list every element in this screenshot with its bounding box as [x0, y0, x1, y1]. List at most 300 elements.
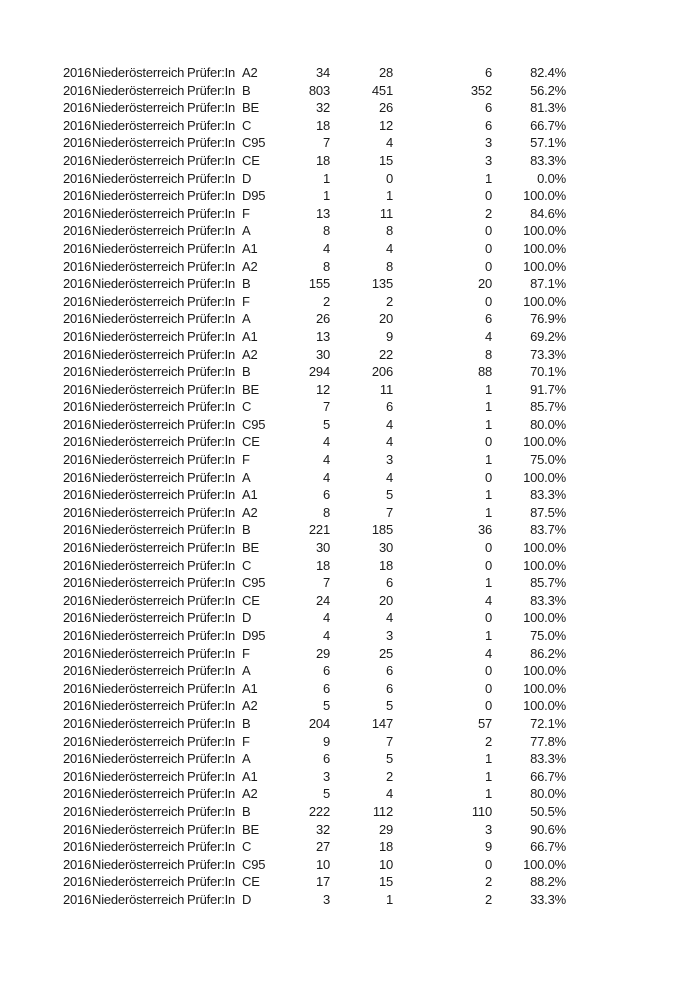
cell-count-failed: 1 — [484, 452, 492, 468]
cell-region: Niederösterreich — [92, 592, 185, 608]
cell-count-failed: 0 — [484, 610, 492, 626]
cell-examiner: Prüfer:In — [187, 381, 236, 397]
cell-pass-percentage: 83.3% — [530, 152, 566, 168]
cell-pass-percentage: 80.0% — [530, 786, 566, 802]
cell-count-passed: 18 — [378, 839, 393, 855]
cell-count-passed: 4 — [385, 786, 393, 802]
cell-count-failed: 110 — [471, 803, 492, 819]
table-row — [63, 205, 566, 223]
cell-count-passed: 2 — [385, 293, 393, 309]
cell-licence-category: B — [242, 803, 251, 819]
cell-year: 2016 — [63, 575, 92, 591]
table-row — [63, 557, 566, 575]
cell-year: 2016 — [63, 856, 92, 872]
cell-count-total: 3 — [322, 891, 330, 907]
cell-count-failed: 0 — [484, 293, 492, 309]
cell-count-failed: 0 — [484, 680, 492, 696]
cell-examiner: Prüfer:In — [187, 65, 236, 80]
cell-count-failed: 4 — [484, 592, 492, 608]
table-row — [63, 469, 566, 487]
cell-pass-percentage: 100.0% — [523, 223, 566, 239]
cell-region: Niederösterreich — [92, 786, 185, 802]
table-row — [63, 803, 566, 821]
table-row — [63, 609, 566, 627]
exam-results-table — [63, 64, 566, 909]
cell-pass-percentage: 75.0% — [530, 452, 566, 468]
cell-examiner: Prüfer:In — [187, 628, 236, 643]
cell-count-total: 26 — [315, 311, 330, 327]
cell-count-failed: 0 — [484, 258, 492, 274]
cell-examiner: Prüfer:In — [187, 856, 236, 872]
cell-examiner: Prüfer:In — [187, 663, 236, 679]
table-row — [63, 381, 566, 399]
cell-year: 2016 — [63, 680, 92, 696]
cell-examiner: Prüfer:In — [187, 276, 236, 292]
cell-year: 2016 — [63, 434, 92, 450]
table-row — [63, 891, 566, 909]
cell-examiner: Prüfer:In — [187, 487, 236, 503]
cell-region: Niederösterreich — [92, 751, 185, 767]
table-row — [63, 821, 566, 839]
cell-count-total: 30 — [315, 540, 330, 556]
cell-examiner: Prüfer:In — [187, 223, 236, 239]
cell-count-total: 204 — [308, 715, 330, 731]
cell-count-passed: 451 — [371, 82, 393, 98]
cell-pass-percentage: 57.1% — [530, 135, 566, 151]
cell-pass-percentage: 84.6% — [530, 205, 566, 221]
cell-count-total: 34 — [315, 65, 330, 80]
cell-licence-category: B — [242, 82, 251, 98]
cell-pass-percentage: 75.0% — [530, 628, 566, 643]
cell-licence-category: A1 — [242, 240, 258, 256]
cell-count-passed: 4 — [385, 416, 393, 432]
cell-count-total: 17 — [315, 874, 330, 890]
cell-region: Niederösterreich — [92, 328, 185, 344]
table-row — [63, 574, 566, 592]
cell-pass-percentage: 0.0% — [537, 170, 566, 186]
cell-count-total: 6 — [322, 663, 330, 679]
cell-licence-category: A2 — [242, 504, 258, 520]
cell-count-total: 27 — [315, 839, 330, 855]
cell-examiner: Prüfer:In — [187, 258, 236, 274]
cell-region: Niederösterreich — [92, 223, 185, 239]
cell-year: 2016 — [63, 592, 92, 608]
cell-examiner: Prüfer:In — [187, 117, 236, 133]
cell-count-total: 30 — [315, 346, 330, 362]
cell-licence-category: F — [242, 205, 250, 221]
cell-count-passed: 6 — [385, 663, 393, 679]
cell-count-passed: 29 — [378, 821, 393, 837]
cell-count-failed: 2 — [484, 874, 492, 890]
cell-count-total: 4 — [322, 610, 330, 626]
cell-licence-category: A2 — [242, 698, 258, 714]
cell-region: Niederösterreich — [92, 240, 185, 256]
cell-count-failed: 1 — [484, 751, 492, 767]
cell-count-passed: 5 — [385, 751, 393, 767]
table-row — [63, 486, 566, 504]
cell-region: Niederösterreich — [92, 469, 185, 485]
cell-examiner: Prüfer:In — [187, 452, 236, 468]
cell-examiner: Prüfer:In — [187, 135, 236, 151]
cell-licence-category: C — [242, 399, 252, 415]
cell-count-total: 4 — [322, 469, 330, 485]
cell-count-total: 155 — [308, 276, 330, 292]
cell-examiner: Prüfer:In — [187, 786, 236, 802]
cell-year: 2016 — [63, 698, 92, 714]
cell-examiner: Prüfer:In — [187, 522, 236, 538]
cell-count-passed: 3 — [385, 628, 393, 643]
cell-count-passed: 2 — [385, 768, 393, 784]
table-row — [63, 680, 566, 698]
cell-year: 2016 — [63, 223, 92, 239]
cell-year: 2016 — [63, 540, 92, 556]
cell-region: Niederösterreich — [92, 188, 185, 204]
cell-count-failed: 2 — [484, 205, 492, 221]
cell-examiner: Prüfer:In — [187, 293, 236, 309]
cell-region: Niederösterreich — [92, 311, 185, 327]
cell-licence-category: CE — [242, 434, 260, 450]
cell-licence-category: D95 — [242, 188, 266, 204]
cell-licence-category: A1 — [242, 487, 258, 503]
cell-examiner: Prüfer:In — [187, 610, 236, 626]
cell-count-passed: 8 — [385, 223, 393, 239]
cell-licence-category: A — [242, 663, 251, 679]
cell-pass-percentage: 56.2% — [530, 82, 566, 98]
cell-pass-percentage: 100.0% — [523, 698, 566, 714]
cell-pass-percentage: 81.3% — [530, 100, 566, 116]
cell-licence-category: CE — [242, 592, 260, 608]
cell-pass-percentage: 100.0% — [523, 680, 566, 696]
cell-count-passed: 10 — [378, 856, 393, 872]
cell-pass-percentage: 86.2% — [530, 645, 566, 661]
cell-count-total: 4 — [322, 240, 330, 256]
table-row — [63, 258, 566, 276]
table-row — [63, 222, 566, 240]
cell-licence-category: BE — [242, 821, 259, 837]
cell-count-total: 9 — [322, 733, 330, 749]
cell-year: 2016 — [63, 381, 92, 397]
cell-count-passed: 22 — [378, 346, 393, 362]
cell-year: 2016 — [63, 364, 92, 380]
cell-count-passed: 11 — [379, 205, 393, 221]
cell-pass-percentage: 100.0% — [523, 434, 566, 450]
cell-licence-category: C95 — [242, 575, 266, 591]
cell-count-total: 4 — [322, 452, 330, 468]
cell-pass-percentage: 66.7% — [530, 117, 566, 133]
cell-count-total: 18 — [315, 117, 330, 133]
cell-region: Niederösterreich — [92, 628, 185, 643]
cell-count-total: 24 — [315, 592, 330, 608]
cell-count-failed: 0 — [484, 188, 492, 204]
cell-licence-category: CE — [242, 874, 260, 890]
cell-region: Niederösterreich — [92, 821, 185, 837]
table-row — [63, 170, 566, 188]
table-row — [63, 521, 566, 539]
cell-pass-percentage: 100.0% — [523, 188, 566, 204]
cell-count-failed: 6 — [484, 100, 492, 116]
cell-region: Niederösterreich — [92, 346, 185, 362]
cell-count-total: 4 — [322, 434, 330, 450]
cell-count-passed: 185 — [371, 522, 393, 538]
cell-region: Niederösterreich — [92, 733, 185, 749]
cell-pass-percentage: 80.0% — [530, 416, 566, 432]
cell-count-failed: 3 — [484, 821, 492, 837]
cell-count-total: 13 — [315, 328, 330, 344]
cell-count-passed: 6 — [385, 680, 393, 696]
cell-year: 2016 — [63, 751, 92, 767]
table-row — [63, 134, 566, 152]
cell-examiner: Prüfer:In — [187, 874, 236, 890]
cell-pass-percentage: 85.7% — [530, 399, 566, 415]
cell-region: Niederösterreich — [92, 205, 185, 221]
cell-year: 2016 — [63, 839, 92, 855]
table-row — [63, 451, 566, 469]
cell-licence-category: BE — [242, 540, 259, 556]
cell-region: Niederösterreich — [92, 557, 185, 573]
cell-count-total: 294 — [308, 364, 330, 380]
cell-year: 2016 — [63, 733, 92, 749]
table-row — [63, 856, 566, 874]
cell-examiner: Prüfer:In — [187, 839, 236, 855]
cell-examiner: Prüfer:In — [187, 645, 236, 661]
cell-count-failed: 0 — [484, 698, 492, 714]
cell-count-passed: 4 — [385, 135, 393, 151]
cell-pass-percentage: 66.7% — [530, 839, 566, 855]
cell-year: 2016 — [63, 610, 92, 626]
cell-examiner: Prüfer:In — [187, 188, 236, 204]
cell-pass-percentage: 83.7% — [530, 522, 566, 538]
cell-count-total: 5 — [322, 698, 330, 714]
cell-count-failed: 6 — [484, 311, 492, 327]
cell-year: 2016 — [63, 135, 92, 151]
cell-count-total: 1 — [322, 188, 330, 204]
cell-count-total: 222 — [308, 803, 330, 819]
cell-examiner: Prüfer:In — [187, 803, 236, 819]
cell-region: Niederösterreich — [92, 891, 185, 907]
cell-region: Niederösterreich — [92, 839, 185, 855]
cell-count-passed: 5 — [385, 487, 393, 503]
cell-pass-percentage: 87.5% — [530, 504, 566, 520]
cell-licence-category: B — [242, 522, 251, 538]
cell-region: Niederösterreich — [92, 434, 185, 450]
table-body — [63, 64, 566, 909]
cell-count-passed: 135 — [371, 276, 393, 292]
cell-count-total: 8 — [322, 258, 330, 274]
cell-pass-percentage: 83.3% — [530, 592, 566, 608]
table-row — [63, 504, 566, 522]
cell-pass-percentage: 100.0% — [523, 856, 566, 872]
cell-count-failed: 20 — [477, 276, 492, 292]
cell-examiner: Prüfer:In — [187, 768, 236, 784]
cell-count-failed: 3 — [484, 135, 492, 151]
cell-count-total: 5 — [322, 786, 330, 802]
cell-count-total: 803 — [308, 82, 330, 98]
cell-region: Niederösterreich — [92, 698, 185, 714]
cell-region: Niederösterreich — [92, 487, 185, 503]
cell-licence-category: B — [242, 364, 251, 380]
cell-examiner: Prüfer:In — [187, 399, 236, 415]
cell-pass-percentage: 77.8% — [530, 733, 566, 749]
cell-year: 2016 — [63, 170, 92, 186]
cell-count-passed: 7 — [385, 504, 393, 520]
cell-count-passed: 3 — [385, 452, 393, 468]
cell-count-passed: 18 — [378, 557, 393, 573]
cell-year: 2016 — [63, 328, 92, 344]
cell-count-total: 6 — [322, 680, 330, 696]
cell-region: Niederösterreich — [92, 152, 185, 168]
cell-region: Niederösterreich — [92, 381, 185, 397]
table-row — [63, 398, 566, 416]
cell-pass-percentage: 33.3% — [530, 891, 566, 907]
cell-region: Niederösterreich — [92, 680, 185, 696]
cell-count-failed: 6 — [484, 117, 492, 133]
cell-examiner: Prüfer:In — [187, 821, 236, 837]
table-row — [63, 733, 566, 751]
cell-year: 2016 — [63, 487, 92, 503]
cell-count-failed: 0 — [484, 240, 492, 256]
table-row — [63, 99, 566, 117]
cell-licence-category: A1 — [242, 768, 258, 784]
table-row — [63, 82, 566, 100]
cell-year: 2016 — [63, 82, 92, 98]
table-row — [63, 346, 566, 364]
cell-count-total: 18 — [315, 557, 330, 573]
cell-count-failed: 1 — [484, 575, 492, 591]
cell-count-failed: 0 — [484, 434, 492, 450]
cell-count-failed: 0 — [484, 223, 492, 239]
cell-count-failed: 4 — [484, 645, 492, 661]
cell-pass-percentage: 70.1% — [530, 364, 566, 380]
cell-region: Niederösterreich — [92, 276, 185, 292]
cell-year: 2016 — [63, 258, 92, 274]
cell-count-total: 8 — [322, 504, 330, 520]
cell-pass-percentage: 100.0% — [523, 258, 566, 274]
cell-year: 2016 — [63, 522, 92, 538]
table-row — [63, 592, 566, 610]
cell-region: Niederösterreich — [92, 715, 185, 731]
cell-year: 2016 — [63, 469, 92, 485]
cell-pass-percentage: 91.7% — [530, 381, 566, 397]
cell-count-failed: 0 — [484, 856, 492, 872]
cell-year: 2016 — [63, 100, 92, 116]
cell-examiner: Prüfer:In — [187, 540, 236, 556]
cell-count-failed: 57 — [477, 715, 492, 731]
cell-region: Niederösterreich — [92, 293, 185, 309]
cell-pass-percentage: 100.0% — [523, 557, 566, 573]
cell-licence-category: A — [242, 311, 251, 327]
cell-licence-category: A2 — [242, 65, 258, 80]
cell-count-total: 7 — [322, 135, 330, 151]
cell-region: Niederösterreich — [92, 663, 185, 679]
cell-examiner: Prüfer:In — [187, 469, 236, 485]
cell-licence-category: D — [242, 170, 252, 186]
cell-pass-percentage: 66.7% — [530, 768, 566, 784]
cell-count-total: 6 — [322, 751, 330, 767]
cell-count-total: 10 — [315, 856, 330, 872]
cell-pass-percentage: 85.7% — [530, 575, 566, 591]
cell-count-passed: 7 — [385, 733, 393, 749]
cell-examiner: Prüfer:In — [187, 751, 236, 767]
table-row — [63, 64, 566, 82]
cell-licence-category: D — [242, 610, 252, 626]
cell-year: 2016 — [63, 311, 92, 327]
cell-licence-category: B — [242, 276, 251, 292]
cell-licence-category: F — [242, 452, 250, 468]
cell-region: Niederösterreich — [92, 100, 185, 116]
cell-examiner: Prüfer:In — [187, 891, 236, 907]
cell-count-total: 13 — [315, 205, 330, 221]
table-row — [63, 363, 566, 381]
cell-year: 2016 — [63, 416, 92, 432]
cell-licence-category: A2 — [242, 346, 258, 362]
cell-pass-percentage: 100.0% — [523, 663, 566, 679]
cell-count-passed: 9 — [385, 328, 393, 344]
cell-examiner: Prüfer:In — [187, 698, 236, 714]
cell-count-total: 32 — [315, 821, 330, 837]
table-row — [63, 275, 566, 293]
cell-year: 2016 — [63, 821, 92, 837]
table-row — [63, 416, 566, 434]
cell-count-total: 5 — [322, 416, 330, 432]
cell-year: 2016 — [63, 240, 92, 256]
cell-region: Niederösterreich — [92, 135, 185, 151]
cell-examiner: Prüfer:In — [187, 311, 236, 327]
cell-count-failed: 1 — [484, 504, 492, 520]
cell-count-total: 7 — [322, 399, 330, 415]
table-row — [63, 715, 566, 733]
cell-count-passed: 30 — [378, 540, 393, 556]
cell-count-passed: 11 — [379, 381, 393, 397]
cell-licence-category: A — [242, 751, 251, 767]
cell-count-failed: 8 — [484, 346, 492, 362]
cell-count-passed: 15 — [378, 152, 393, 168]
cell-year: 2016 — [63, 188, 92, 204]
cell-count-passed: 26 — [378, 100, 393, 116]
cell-examiner: Prüfer:In — [187, 170, 236, 186]
cell-examiner: Prüfer:In — [187, 680, 236, 696]
cell-examiner: Prüfer:In — [187, 205, 236, 221]
cell-count-total: 2 — [322, 293, 330, 309]
cell-count-failed: 2 — [484, 733, 492, 749]
cell-count-passed: 112 — [372, 803, 393, 819]
cell-region: Niederösterreich — [92, 768, 185, 784]
cell-count-passed: 20 — [378, 592, 393, 608]
cell-year: 2016 — [63, 346, 92, 362]
cell-count-failed: 1 — [484, 487, 492, 503]
table-row — [63, 645, 566, 663]
cell-year: 2016 — [63, 152, 92, 168]
cell-count-passed: 4 — [385, 434, 393, 450]
cell-region: Niederösterreich — [92, 117, 185, 133]
cell-count-total: 6 — [322, 487, 330, 503]
cell-year: 2016 — [63, 891, 92, 907]
cell-count-passed: 147 — [371, 715, 393, 731]
cell-year: 2016 — [63, 874, 92, 890]
cell-licence-category: A2 — [242, 258, 258, 274]
cell-licence-category: F — [242, 733, 250, 749]
cell-region: Niederösterreich — [92, 575, 185, 591]
cell-pass-percentage: 100.0% — [523, 540, 566, 556]
cell-count-passed: 15 — [378, 874, 393, 890]
cell-count-failed: 1 — [484, 628, 492, 643]
cell-count-passed: 4 — [385, 469, 393, 485]
cell-licence-category: C — [242, 557, 252, 573]
cell-count-failed: 0 — [484, 540, 492, 556]
cell-count-failed: 3 — [484, 152, 492, 168]
cell-licence-category: C95 — [242, 135, 266, 151]
cell-region: Niederösterreich — [92, 170, 185, 186]
cell-pass-percentage: 82.4% — [530, 65, 566, 80]
